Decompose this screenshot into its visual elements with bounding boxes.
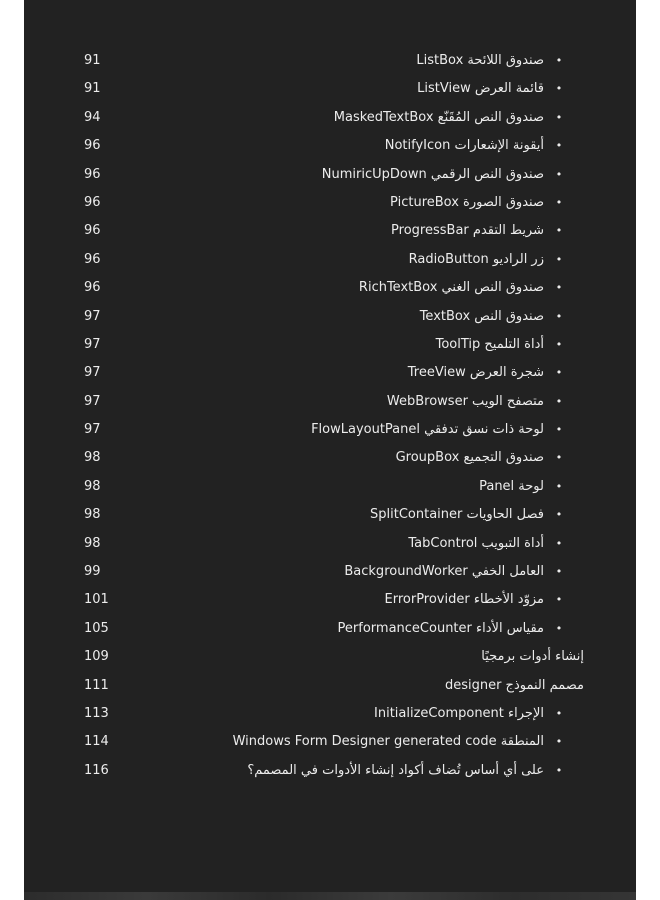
- toc-entry-title: متصفح الويب WebBrowser: [386, 393, 544, 409]
- bullet-icon: •: [555, 451, 563, 465]
- bullet-icon: •: [555, 706, 563, 720]
- toc-entry: [24, 189, 636, 217]
- toc-page-number: 109: [84, 649, 109, 665]
- toc-entry: [24, 757, 636, 785]
- bullet-icon: •: [555, 394, 563, 408]
- bullet-icon: •: [555, 366, 563, 380]
- bullet-icon: •: [555, 536, 563, 550]
- toc-page-number: 97: [84, 336, 101, 352]
- bullet-icon: •: [555, 281, 563, 295]
- bullet-icon: •: [555, 621, 563, 635]
- toc-page-number: 96: [84, 280, 101, 296]
- toc-page-number: 98: [84, 535, 101, 551]
- toc-entry: [24, 75, 636, 103]
- bullet-icon: •: [555, 110, 563, 124]
- toc-entry-title: شجرة العرض TreeView: [407, 365, 544, 381]
- toc-page-number: 97: [84, 308, 101, 324]
- toc-page-number: 105: [84, 620, 109, 636]
- toc-entry-title: العامل الخفي BackgroundWorker: [344, 564, 544, 580]
- bullet-icon: •: [555, 224, 563, 238]
- toc-entry: [24, 246, 636, 274]
- bullet-icon: •: [555, 82, 563, 96]
- toc-entry-title: أداة التبويب TabControl: [408, 535, 544, 551]
- toc-entry: [24, 104, 636, 132]
- toc-entry: [24, 359, 636, 387]
- toc-page-number: 96: [84, 166, 101, 182]
- toc-entry: [24, 331, 636, 359]
- toc-page-number: 94: [84, 109, 101, 125]
- page-bottom-edge: [24, 892, 636, 900]
- toc-entry-title: المنطقة Windows Form Designer generated code: [232, 734, 544, 750]
- toc-entry-title: شريط التقدم ProgressBar: [391, 223, 544, 239]
- toc-entry: [24, 700, 636, 728]
- bullet-icon: •: [555, 735, 563, 749]
- document-page: [24, 0, 636, 900]
- toc-page-number: 101: [84, 592, 109, 608]
- toc-entry: [24, 615, 636, 643]
- toc-entry-title: صندوق التجميع GroupBox: [395, 450, 544, 466]
- toc-entry-title: لوحة Panel: [479, 478, 544, 494]
- toc-page-number: 91: [84, 81, 101, 97]
- toc-entry: [24, 473, 636, 501]
- toc-entry-title: الإجراء InitializeComponent: [374, 705, 544, 721]
- bullet-icon: •: [555, 252, 563, 266]
- toc-entry: [24, 274, 636, 302]
- toc-page-number: 111: [84, 677, 109, 693]
- toc-entry-title: أداة التلميح ToolTip: [435, 336, 544, 352]
- bullet-icon: •: [555, 54, 563, 67]
- toc-entry-title: صندوق اللائحة ListBox: [416, 53, 544, 68]
- toc-entry: [24, 530, 636, 558]
- toc-entry-title: مزوّد الأخطاء ErrorProvider: [384, 592, 544, 608]
- bullet-icon: •: [555, 565, 563, 579]
- bullet-icon: •: [555, 309, 563, 323]
- toc-entry-title: مقياس الأداء PerformanceCounter: [337, 620, 544, 636]
- toc-page-number: 97: [84, 422, 101, 438]
- toc-page-number: 113: [84, 705, 109, 721]
- bullet-icon: •: [555, 167, 563, 181]
- toc-page-number: 96: [84, 251, 101, 267]
- toc-entry: [24, 217, 636, 245]
- toc-entry-title: قائمة العرض ListView: [417, 81, 544, 97]
- bullet-icon: •: [555, 337, 563, 351]
- toc-page-number: 96: [84, 138, 101, 154]
- toc-entry: [24, 161, 636, 189]
- toc-entry: [24, 444, 636, 472]
- toc-entry-title: صندوق الصورة PictureBox: [390, 194, 544, 210]
- toc-entry-title: صندوق النص المُقَنّع MaskedTextBox: [333, 109, 544, 125]
- bullet-icon: •: [555, 195, 563, 209]
- toc-entry: [24, 643, 636, 671]
- toc-entry: [24, 501, 636, 529]
- toc-page-number: 97: [84, 393, 101, 409]
- bullet-icon: •: [555, 593, 563, 607]
- toc-entry: [24, 47, 636, 75]
- toc-page-number: 98: [84, 450, 101, 466]
- toc-page-number: 96: [84, 194, 101, 210]
- toc-entry: [24, 558, 636, 586]
- toc-entry-title: لوحة ذات نسق تدفقي FlowLayoutPanel: [311, 422, 544, 438]
- table-of-contents: [24, 47, 636, 785]
- toc-entry-title: أيقونة الإشعارات NotifyIcon: [384, 138, 544, 154]
- toc-entry-title: على أي أساس تُضاف أكواد إنشاء الأدوات في المصمم؟: [247, 762, 544, 778]
- toc-entry-title: صندوق النص الرقمي NumiricUpDown: [321, 166, 544, 182]
- toc-entry: [24, 672, 636, 700]
- toc-page-number: 97: [84, 365, 101, 381]
- toc-entry: [24, 586, 636, 614]
- toc-section-heading: مصمم النموذج designer: [444, 677, 584, 693]
- toc-entry: [24, 416, 636, 444]
- bullet-icon: •: [555, 139, 563, 153]
- toc-entry-title: زر الراديو RadioButton: [408, 251, 544, 267]
- toc-page-number: 114: [84, 734, 109, 750]
- toc-entry: [24, 728, 636, 756]
- toc-entry-title: فصل الحاويات SplitContainer: [370, 507, 544, 523]
- toc-page-number: 96: [84, 223, 101, 239]
- toc-entry-title: صندوق النص TextBox: [419, 308, 544, 324]
- toc-page-number: 98: [84, 507, 101, 523]
- toc-entry: [24, 303, 636, 331]
- toc-page-number: 91: [84, 53, 101, 68]
- toc-page-number: 116: [84, 762, 109, 778]
- bullet-icon: •: [555, 479, 563, 493]
- toc-entry: [24, 132, 636, 160]
- toc-entry: [24, 388, 636, 416]
- bullet-icon: •: [555, 508, 563, 522]
- toc-section-heading: إنشاء أدوات برمجيًا: [481, 649, 584, 665]
- toc-page-number: 98: [84, 478, 101, 494]
- toc-entry-title: صندوق النص الغني RichTextBox: [358, 280, 544, 296]
- bullet-icon: •: [555, 763, 563, 777]
- toc-page-number: 99: [84, 564, 101, 580]
- bullet-icon: •: [555, 423, 563, 437]
